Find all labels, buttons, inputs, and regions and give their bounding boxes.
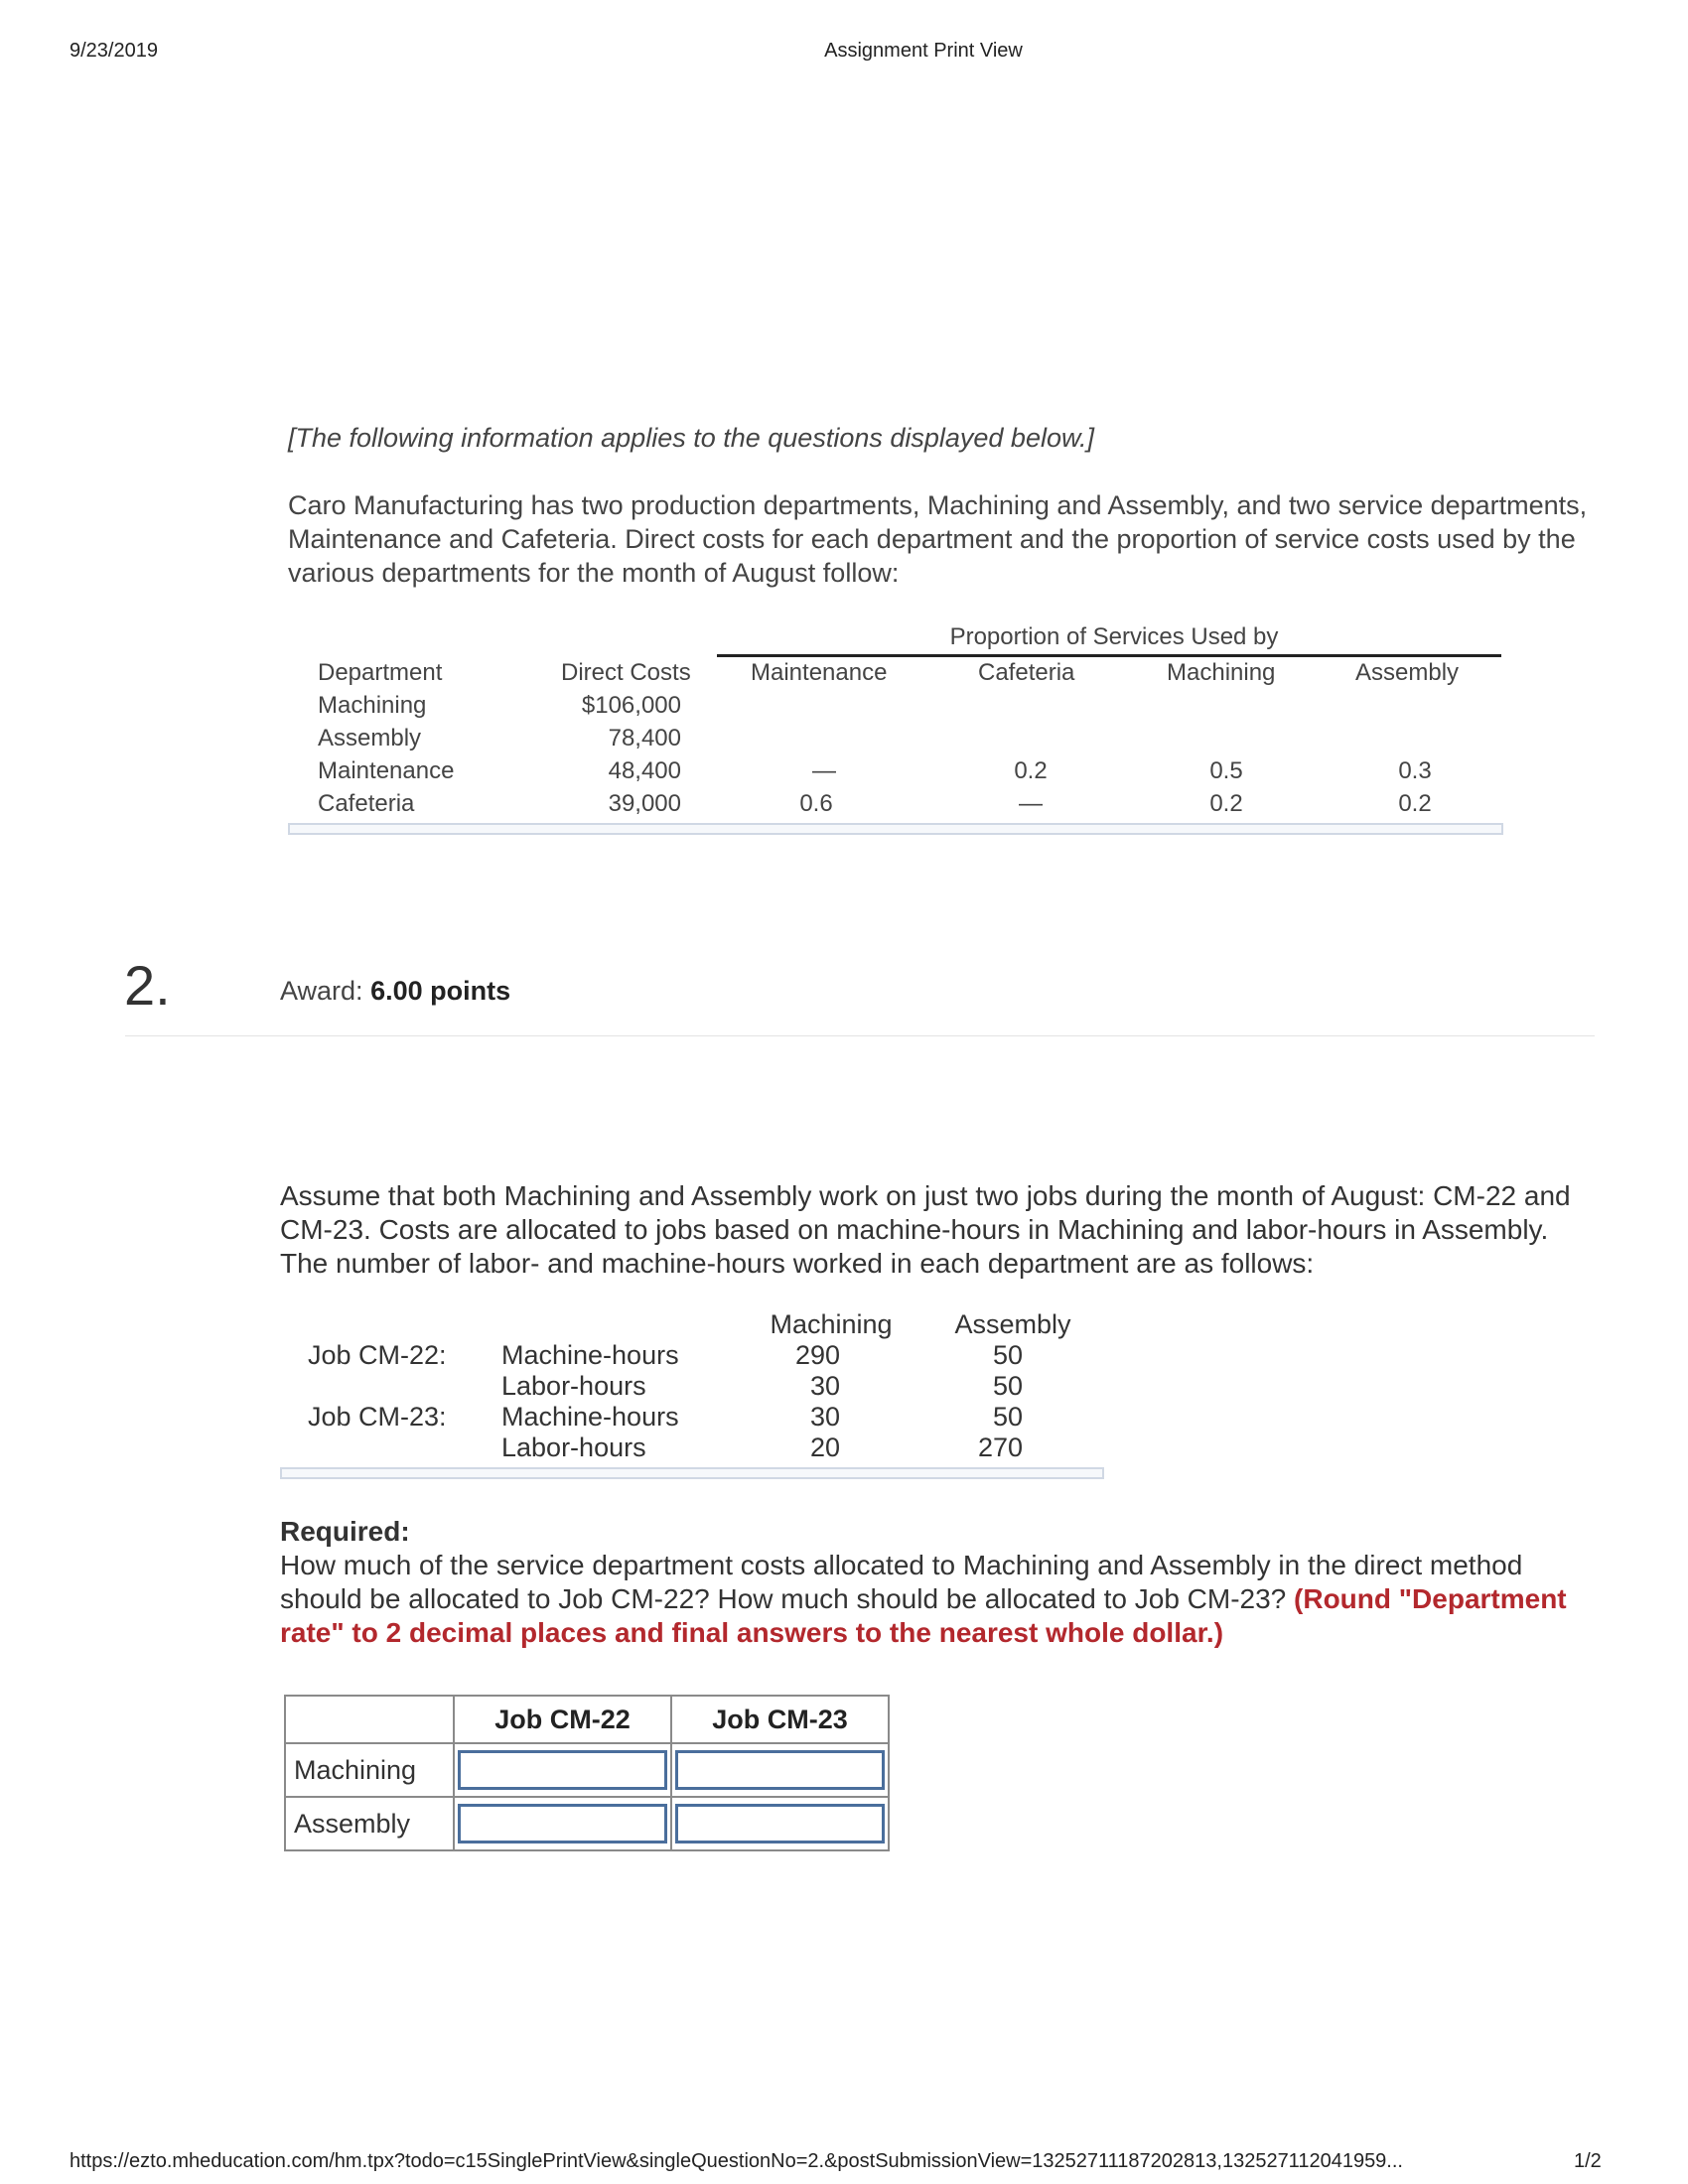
machining-hours: 290 (794, 1340, 840, 1370)
hours-type: Labor-hours (501, 1433, 646, 1462)
table-bottom-bar (280, 1467, 1104, 1479)
award-label: Award: (280, 976, 363, 1006)
col-header-cafeteria: Cafeteria (978, 659, 1075, 686)
row-label-machining: Machining (285, 1743, 454, 1797)
award (280, 976, 510, 1007)
col-header-job-cm-22: Job CM-22 (454, 1696, 671, 1743)
col-header-direct-costs: Direct Costs (561, 659, 691, 686)
assembly-cm-22-input[interactable] (458, 1804, 667, 1843)
grid-corner (285, 1696, 454, 1743)
group-header: Proportion of Services Used by (949, 623, 1279, 650)
group-header-rule (717, 654, 1501, 657)
table-row-label: Cafeteria (318, 790, 415, 817)
table-cell-assembly: 0.3 (1398, 757, 1432, 784)
table-row-label: Assembly (318, 725, 422, 751)
hours-type: Machine-hours (501, 1402, 679, 1432)
machining-hours: 20 (809, 1433, 840, 1462)
print-date: 9/23/2019 (70, 40, 158, 62)
answer-grid (284, 1695, 890, 1851)
machining-hours: 30 (809, 1371, 840, 1401)
divider (125, 1035, 1595, 1036)
assembly-hours: 50 (992, 1340, 1023, 1370)
col-header-maintenance: Maintenance (751, 659, 888, 686)
assembly-hours: 270 (977, 1433, 1023, 1462)
question-text: Assume that both Machining and Assembly work on just two jobs during the month of August: CM-22 and CM-23. Costs are allocated to jobs based on machine-hours in Machining and labor-hours in Assembly. The number of labor- and machine-hours worked in each department are as follows: (280, 1180, 1571, 1279)
question-number: 2. (124, 954, 171, 1017)
col-header-machining: Machining (1167, 659, 1276, 686)
table-cell-direct-cost: 39,000 (608, 790, 681, 817)
required-text: How much of the service department costs allocated to Machining and Assembly in the direct method should be allocated to Job CM-22? How much should be allocated to Job CM-23? (280, 1550, 1523, 1614)
table-cell-maintenance: — (812, 757, 836, 784)
required-block (280, 1515, 1601, 1650)
table-cell-direct-cost: 78,400 (608, 725, 681, 751)
required-title: Required: (280, 1516, 410, 1547)
table-cell-machining: 0.2 (1209, 790, 1243, 817)
intro-note: [The following information applies to the questions displayed below.] (288, 423, 1094, 453)
page-url: https://ezto.mheducation.com/hm.tpx?todo=c15SinglePrintView&singleQuestionNo=2.&postSubmissionView=13252711187202813,13252711204195​9... (70, 2150, 1403, 2172)
assembly-hours: 50 (992, 1402, 1023, 1432)
hours-type: Labor-hours (501, 1371, 646, 1401)
table-cell-maintenance: 0.6 (799, 790, 833, 817)
intro-block (288, 421, 1618, 590)
row-label-assembly: Assembly (285, 1797, 454, 1850)
col-header-assembly: Assembly (1355, 659, 1460, 686)
table-bottom-bar (288, 823, 1503, 835)
col-header-job-cm-23: Job CM-23 (671, 1696, 889, 1743)
table-row-label: Maintenance (318, 757, 455, 784)
table-cell-direct-cost: $106,000 (581, 692, 681, 719)
job-label: Job CM-22: (308, 1340, 447, 1370)
col-header-machining: Machining (770, 1309, 893, 1339)
table-cell-direct-cost: 48,400 (608, 757, 681, 784)
page-title: Assignment Print View (824, 40, 1023, 62)
page-number: 1/2 (1574, 2150, 1602, 2172)
assembly-hours: 50 (992, 1371, 1023, 1401)
intro-paragraph: Caro Manufacturing has two production departments, Machining and Assembly, and two service departments, Maintenance and Cafeteria. Direct costs for each department and the proportion of service costs used by the various departments for the month of August follow: (288, 490, 1588, 588)
machining-hours: 30 (809, 1402, 840, 1432)
machining-cm-22-input[interactable] (458, 1750, 667, 1790)
col-header-department: Department (318, 659, 443, 686)
table-cell-assembly: 0.2 (1398, 790, 1432, 817)
col-header-assembly: Assembly (954, 1309, 1071, 1339)
table-cell-machining: 0.5 (1209, 757, 1243, 784)
rounding-instruction: (Round "Department rate" to 2 decimal places and final answers to the nearest whole dollar.) (280, 1583, 1567, 1648)
machining-cm-23-input[interactable] (675, 1750, 885, 1790)
award-points: 6.00 points (370, 976, 511, 1006)
table-cell-cafeteria: — (1019, 790, 1043, 817)
hours-type: Machine-hours (501, 1340, 679, 1370)
assembly-cm-23-input[interactable] (675, 1804, 885, 1843)
table-cell-cafeteria: 0.2 (1014, 757, 1048, 784)
required-text-wrap (280, 1549, 1601, 1650)
table-row-label: Machining (318, 692, 427, 719)
job-label: Job CM-23: (308, 1402, 447, 1432)
